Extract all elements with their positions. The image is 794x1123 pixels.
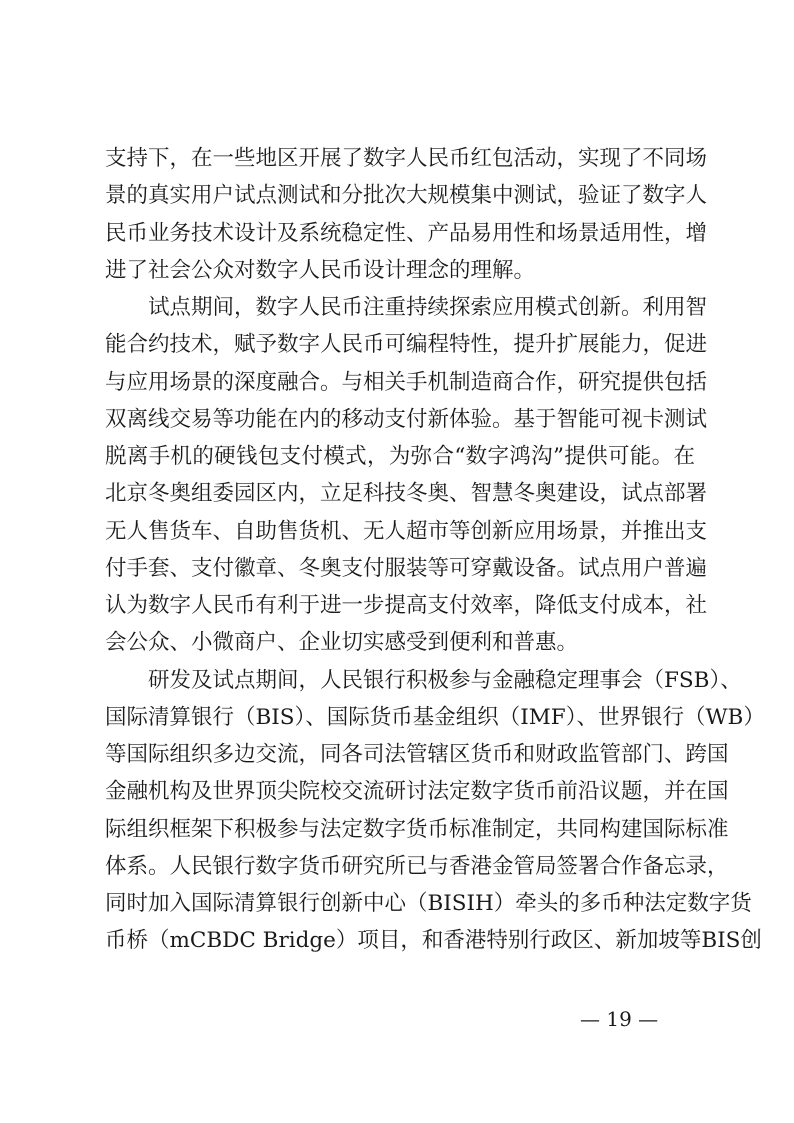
text-line: 景的真实用户试点测试和分批次大规模集中测试，验证了数字人 (105, 183, 708, 209)
text-line: 际组织框架下积极参与法定数字货币标准制定，共同构建国际标准 (105, 816, 729, 842)
text-line: 体系。人民银行数字货币研究所已与香港金管局签署合作备忘录， (105, 853, 729, 879)
text-line: 能合约技术，赋予数字人民币可编程特性，提升扩展能力，促进 (105, 332, 708, 358)
text-line: 同时加入国际清算银行创新中心（BISIH）牵头的多币种法定数字货 (105, 891, 752, 916)
text-line: 付手套、支付徽章、冬奥支付服装等可穿戴设备。试点用户普遍 (105, 555, 708, 581)
text-line: 北京冬奥组委园区内，立足科技冬奥、智慧冬奥建设，试点部署 (105, 481, 708, 507)
text-line: 与应用场景的深度融合。与相关手机制造商合作，研究提供包括 (105, 369, 708, 395)
text-line: 国际清算银行（BIS）、国际货币基金组织（IMF）、世界银行（WB） (105, 704, 765, 730)
paragraph-first-line: 试点期间，数字人民币注重持续探索应用模式创新。利用智 (148, 295, 708, 320)
text-line: 双离线交易等功能在内的移动支付新体验。基于智能可视卡测试 (105, 406, 708, 432)
paragraph-first-line: 研发及试点期间，人民银行积极参与金融稳定理事会（FSB）、 (148, 667, 742, 693)
text-line: 支持下，在一些地区开展了数字人民币红包活动，实现了不同场 (105, 146, 708, 171)
text-line: 民币业务技术设计及系统稳定性、产品易用性和场景适用性，增 (105, 220, 708, 246)
text-line: 进了社会公众对数字人民币设计理念的理解。 (105, 257, 536, 283)
text-line: 金融机构及世界顶尖院校交流研讨法定数字货币前沿议题，并在国 (105, 779, 729, 805)
text-line: 无人售货车、自助售货机、无人超市等创新应用场景，并推出支 (105, 518, 708, 544)
text-line: 等国际组织多边交流，同各司法管辖区货币和财政监管部门、跨国 (105, 742, 729, 767)
text-line: 会公众、小微商户、企业切实感受到便利和普惠。 (105, 630, 579, 656)
text-line: 币桥（mCBDC Bridge）项目，和香港特别行政区、新加坡等BIS创 (105, 928, 762, 954)
text-line: 认为数字人民币有利于进一步提高支付效率，降低支付成本，社 (105, 593, 708, 618)
body-text (105, 140, 765, 960)
text-line: 脱离手机的硬钱包支付模式，为弥合“数字鸿沟”提供可能。在 (105, 444, 695, 469)
page-number: — 19 — (580, 1007, 659, 1031)
